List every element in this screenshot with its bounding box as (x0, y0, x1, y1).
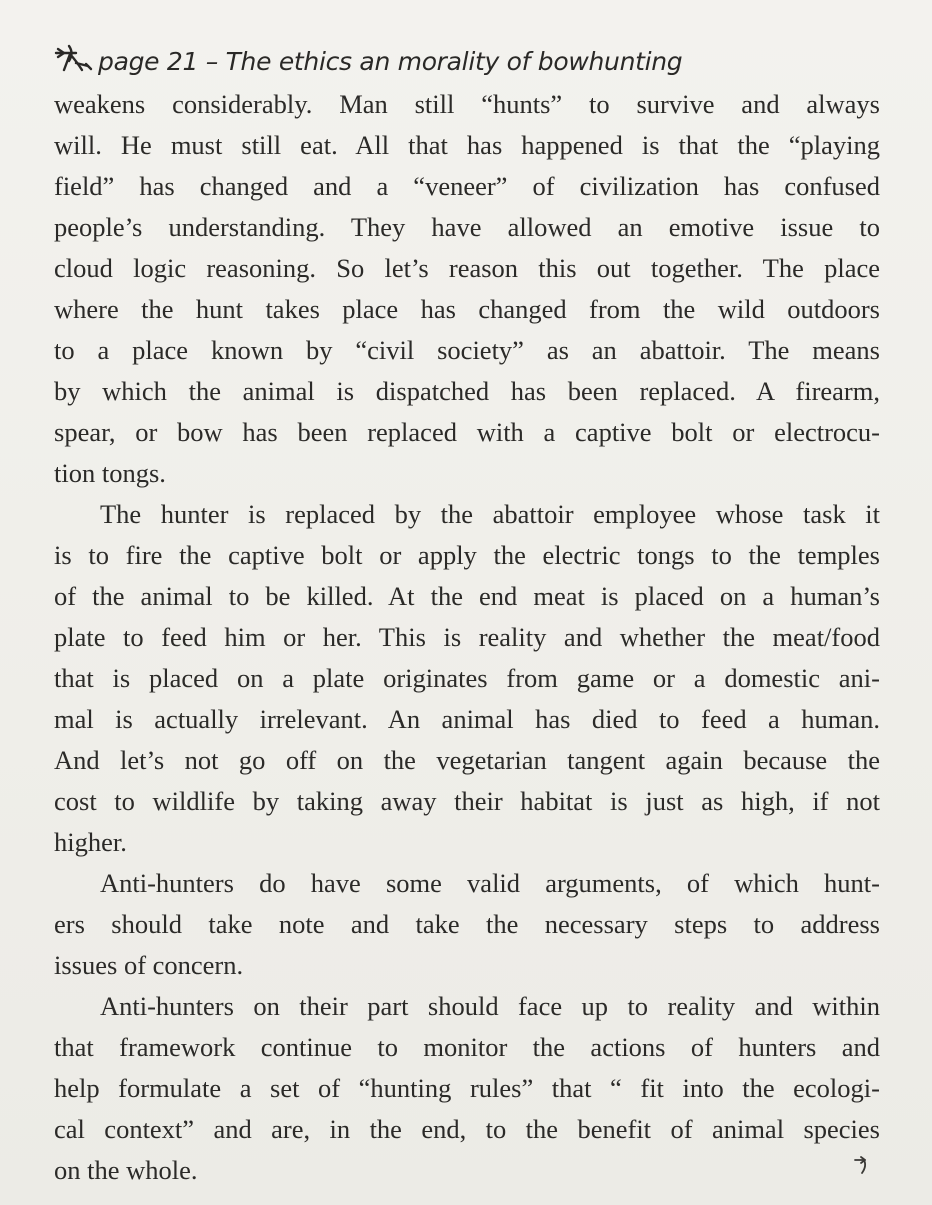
text-line: Anti-hunters do have some valid arguments, of which hunt- (100, 868, 880, 898)
text-line: is to fire the captive bolt or apply the electric tongs to the temples (54, 540, 880, 570)
text-line: cloud logic reasoning. So let’s reason this out together. The place (54, 253, 880, 283)
text-line: Anti-hunters on their part should face up to reality and within (100, 991, 880, 1021)
paragraph-1 (54, 84, 880, 494)
text-line: issues of concern. (54, 950, 244, 980)
text-line: plate to feed him or her. This is reality and whether the meat/food (54, 622, 880, 652)
text-line: spear, or bow has been replaced with a captive bolt or electrocu- (54, 417, 880, 447)
text-line: ers should take note and take the necessary steps to address (54, 909, 880, 939)
paragraph-2 (54, 494, 880, 863)
text-line: tion tongs. (54, 458, 166, 488)
text-line: people’s understanding. They have allowed an emotive issue to (54, 212, 880, 242)
text-line: of the animal to be killed. At the end meat is placed on a human’s (54, 581, 880, 611)
text-line: The hunter is replaced by the abattoir employee whose task it (100, 499, 880, 529)
archer-icon (50, 40, 98, 82)
running-header (50, 40, 682, 82)
paragraph-4 (54, 986, 880, 1191)
body-text (54, 84, 880, 1191)
text-line: And let’s not go off on the vegetarian tangent again because the (54, 745, 880, 775)
text-line: on the whole. (54, 1155, 198, 1185)
text-line: mal is actually irrelevant. An animal has died to feed a human. (54, 704, 880, 734)
text-line: to a place known by “civil society” as an abattoir. The means (54, 335, 880, 365)
header-title: page 21 – The ethics an morality of bowhunting (98, 46, 683, 76)
text-line: where the hunt takes place has changed from the wild outdoors (54, 294, 880, 324)
text-line: cal context” and are, in the end, to the benefit of animal species (54, 1114, 880, 1144)
text-line: cost to wildlife by taking away their habitat is just as high, if not (54, 786, 880, 816)
text-line: by which the animal is dispatched has been replaced. A firearm, (54, 376, 880, 406)
text-line: will. He must still eat. All that has happened is that the “playing (54, 130, 880, 160)
text-line: weakens considerably. Man still “hunts” to survive and always (54, 89, 880, 119)
end-arrow-icon (852, 1154, 872, 1176)
text-line: higher. (54, 827, 127, 857)
text-line: that is placed on a plate originates from game or a domestic ani- (54, 663, 880, 693)
text-line: help formulate a set of “hunting rules” that “ fit into the ecologi- (54, 1073, 880, 1103)
paragraph-3 (54, 863, 880, 986)
text-line: field” has changed and a “veneer” of civilization has confused (54, 171, 880, 201)
text-line: that framework continue to monitor the actions of hunters and (54, 1032, 880, 1062)
